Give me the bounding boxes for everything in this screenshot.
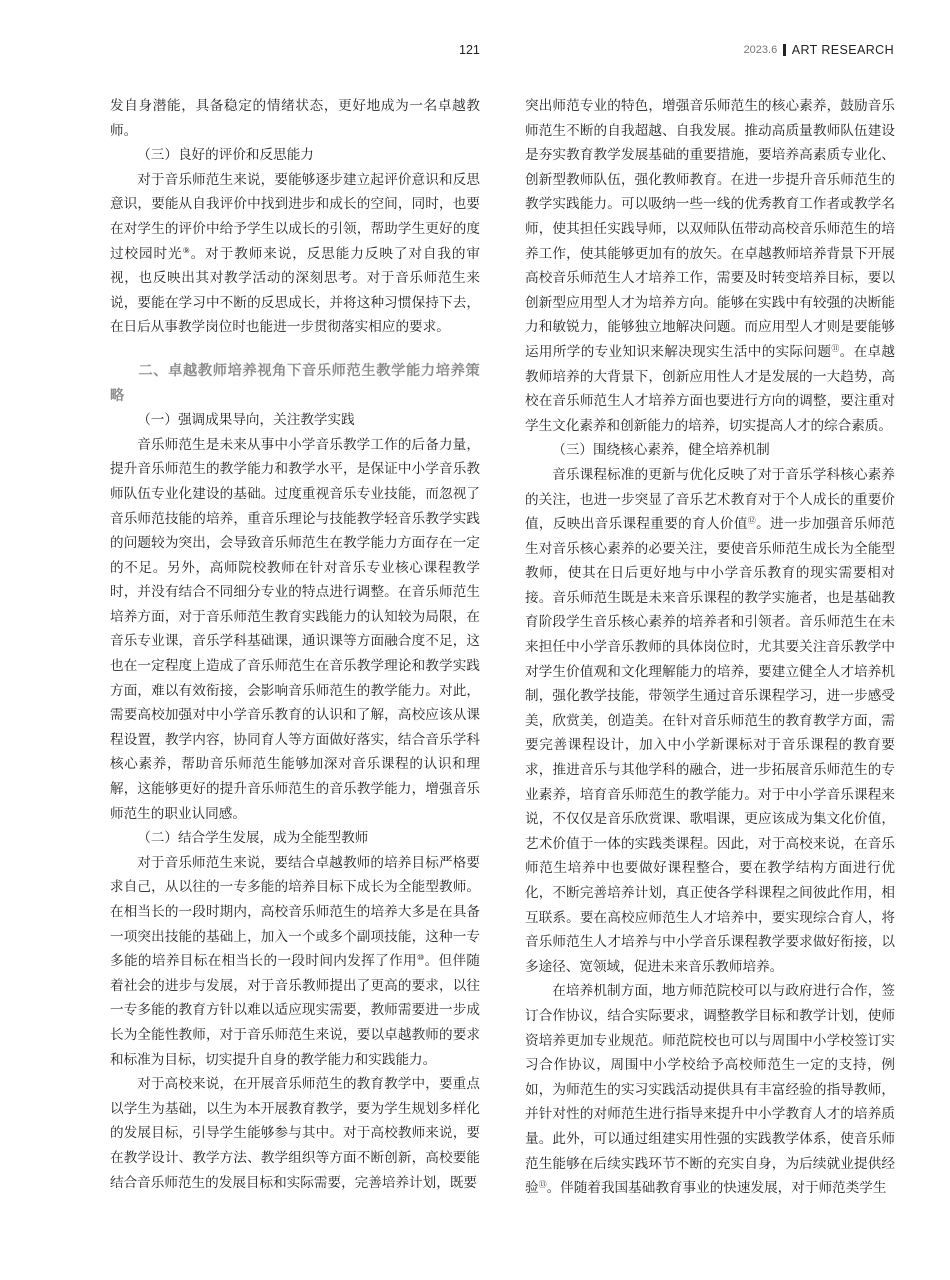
footnote-ref: ⑩ xyxy=(417,953,425,963)
text-run: 音乐课程标准的更新与优化反映了对于音乐学科核心素养的关注，也进一步突显了音乐艺术教育对于个人成长的重要价值，反映出音乐课程重要的育人价值 xyxy=(525,466,895,533)
text-run: 。伴随着我国基础教育事业的快速发展，对于师范类学生 xyxy=(546,1180,887,1197)
subheading: （三）良好的评价和反思能力 xyxy=(137,147,314,164)
paragraph xyxy=(525,979,895,1200)
paragraph: 发自身潜能，具备稳定的情绪状态，更好地成为一名卓越教师。 xyxy=(110,98,480,139)
subheading: （一）强调成果导向，关注教学实践 xyxy=(137,412,355,429)
text-run: 突出师范专业的特色，增强音乐师范生的核心素养，鼓励音乐师范生不断的自我超越、自我发展。推动高质量教师队伍建设是夯实教育教学发展基础的重要措施，要培养高素质专业化、创新型教师队伍，强化教师教育。在进一步提升音乐师范生的教学实践能力。可以吸纳一些一线的优秀教育工作者或教学名师，使其担任实践导师，以双师队伍带动高校音乐师范生的培养工作，使其能够更加有的放矢。在卓越教师培养背景下开展高校音乐师范生人才培养工作，需要及时转变培养目标，要以创新型应用型人才为培养方向。能够在实践中有较强的决断能力和敏锐力，能够独立地解决问题。而应用型人才则是要能够运用所学的专业知识来解决现实生活中的实际问题 xyxy=(525,98,895,360)
page-number: 121 xyxy=(459,43,480,57)
subheading: （三）围绕核心素养，健全培养机制 xyxy=(552,442,770,459)
paragraph: 音乐师范生是未来从事中小学音乐教学工作的后备力量，提升音乐师范生的教学能力和教学水平，是保证中小学音乐教师队伍专业化建设的基础。过度重视音乐专业技能，而忽视了音乐师范技能的培养，重音乐理论与技能教学轻音乐教学实践的问题较为突出，会导致音乐师范生在教学能力方面存在一定的不足。另外，高师院校教师在针对音乐专业核心课程教学时，并没有结合不同细分专业的特点进行调整。在音乐师范生培养方面，对于音乐师范生教育实践能力的认知较为局限，在音乐专业课，音乐学科基础课，通识课等方面融合度不足，这也在一定程度上造成了音乐师范生在音乐教学理论和教学实践方面，难以有效衔接，会影响音乐师范生的教学能力。对此，需要高校加强对中小学音乐教育的认识和了解，高校应该从课程设置，教学内容，协同育人等方面做好落实，结合音乐学科核心素养，帮助音乐师范生能够加深对音乐课程的认识和理解，这能够更好的提升音乐师范生的音乐教学能力，增强音乐师范生的职业认同感。 xyxy=(110,436,480,822)
issue-label: 2023.6 xyxy=(743,44,778,56)
paragraph: 对于高校来说，在开展音乐师范生的教育教学中，要重点以学生为基础，以生为本开展教育教学，要为学生规划多样化的发展目标，引导学生能够参与其中。对于高校教师来说，要在教学设计、教学方法、教学组织等方面不断创新，高校要能结合音乐师范生的发展目标和实际需要，完善培养计划，既要 xyxy=(110,1076,480,1191)
text-run: 。但伴随着社会的进步与发展，对于音乐教师提出了更高的要求，以往一专多能的教育方针以难以适应现实需要，教师需要进一步成长为全能性教师，对于音乐师范生来说，要以卓越教师的要求和标准为目标，切实提升自身的教学能力和实践能力。 xyxy=(110,953,481,1068)
text-run: 。对于教师来说，反思能力反映了对自我的审视，也反映出其对教学活动的深刻思考。对于音乐师范生来说，要能在学习中不断的反思成长，并将这种习惯保持下去，在日后从事教学岗位时也能进一步贯彻落实相应的要求。 xyxy=(110,245,481,336)
section-heading: 二、卓越教师培养视角下音乐师范生教学能力培养策略 xyxy=(110,362,480,404)
footnote-ref: ⑪ xyxy=(831,343,840,353)
text-run: 对于音乐师范生来说，要结合卓越教师的培养目标严格要求自己，从以往的一专多能的培养目标下成长为全能型教师。在相当长的一段时期内，高校音乐师范生的培养大多是在具备一项突出技能的基础上，加入一个或多个副项技能，这种一专多能的培养目标在相当长的一段时间内发挥了作用 xyxy=(110,854,480,970)
text-run: 。进一步加强音乐师范生对音乐核心素养的必要关注，要使音乐师范生成长为全能型教师，使其在日后更好地与中小学音乐教育的现实需要相对接。音乐师范生既是未来音乐课程的教学实施者，也是基础教育阶段学生音乐核心素养的培养者和引领者。音乐师范生在未来担任中小学音乐教师的具体岗位时，尤其要关注音乐教学中对学生价值观和文化理解能力的培养，要建立健全人才培养机制，强化教学技能，带领学生通过音乐课程学习，进一步感受美，欣赏美，创造美。在针对音乐师范生的教育教学方面，需要完善课程设计，加入中小学新课标对于音乐课程的教育要求，推进音乐与其他学科的融合，进一步拓展音乐师范生的专业素养，培育音乐师范生的教学能力。对于中小学音乐课程来说，不仅仅是音乐欣赏课、歌唱课，更应该成为集文化价值，艺术价值于一体的实践类课程。因此，对于高校来说，在音乐师范生培养中也要做好课程整合，要在教学结构方面进行优化，不断完善培养计划，真正使各学科课程之间彼此作用，相互联系。要在高校应师范生人才培养中，要实现综合育人，将音乐师范生人才培养与中小学音乐课程教学要求做好衔接，以多途径、宽领域，促进未来音乐教师培养。 xyxy=(525,516,896,975)
paragraph xyxy=(525,94,895,438)
subheading: （二）结合学生发展，成为全能型教师 xyxy=(137,830,369,847)
right-column xyxy=(525,94,895,1201)
paragraph xyxy=(110,168,480,340)
text-run: 在培养机制方面，地方师范院校可以与政府进行合作，签订合作协议，结合实际要求，调整教学目标和教学计划，使师资培养更加专业规范。师范院校也可以与周围中小学校签订实习合作协议，周围中小学校给予高校师范生一定的支持，例如，为师范生的实习实践活动提供具有丰富经验的指导教师，并针对性的对师范生进行指导来提升中小学教育人才的培养质量。此外，可以通过组建实用性强的实践教学体系，使音乐师范生能够在后续实践环节不断的充实自身，为后续就业提供经验 xyxy=(525,983,895,1197)
text-run: 。在卓越教师培养的大背景下，创新应用性人才是发展的一大趋势，高校在音乐师范生人才培养方面也要进行方向的调整，要注重对学生文化素养和创新能力的培养，切实提高人才的综合素质。 xyxy=(525,343,896,434)
journal-name: ART RESEARCH xyxy=(791,43,894,57)
footnote-ref: ⑨ xyxy=(182,245,191,255)
footnote-ref: ⑬ xyxy=(538,1180,547,1190)
left-column xyxy=(110,94,480,1195)
text-run: 对于音乐师范生来说，要能够逐步建立起评价意识和反思意识，要能从自我评价中找到进步和成长的空间，同时，也要在对学生的评价中给予学生以成长的引领，帮助学生更好的度过校园时光 xyxy=(110,171,480,262)
paragraph xyxy=(110,851,480,1072)
paragraph xyxy=(525,463,895,979)
running-header xyxy=(744,43,894,57)
footnote-ref: ⑫ xyxy=(747,516,757,526)
header-divider xyxy=(783,44,786,56)
